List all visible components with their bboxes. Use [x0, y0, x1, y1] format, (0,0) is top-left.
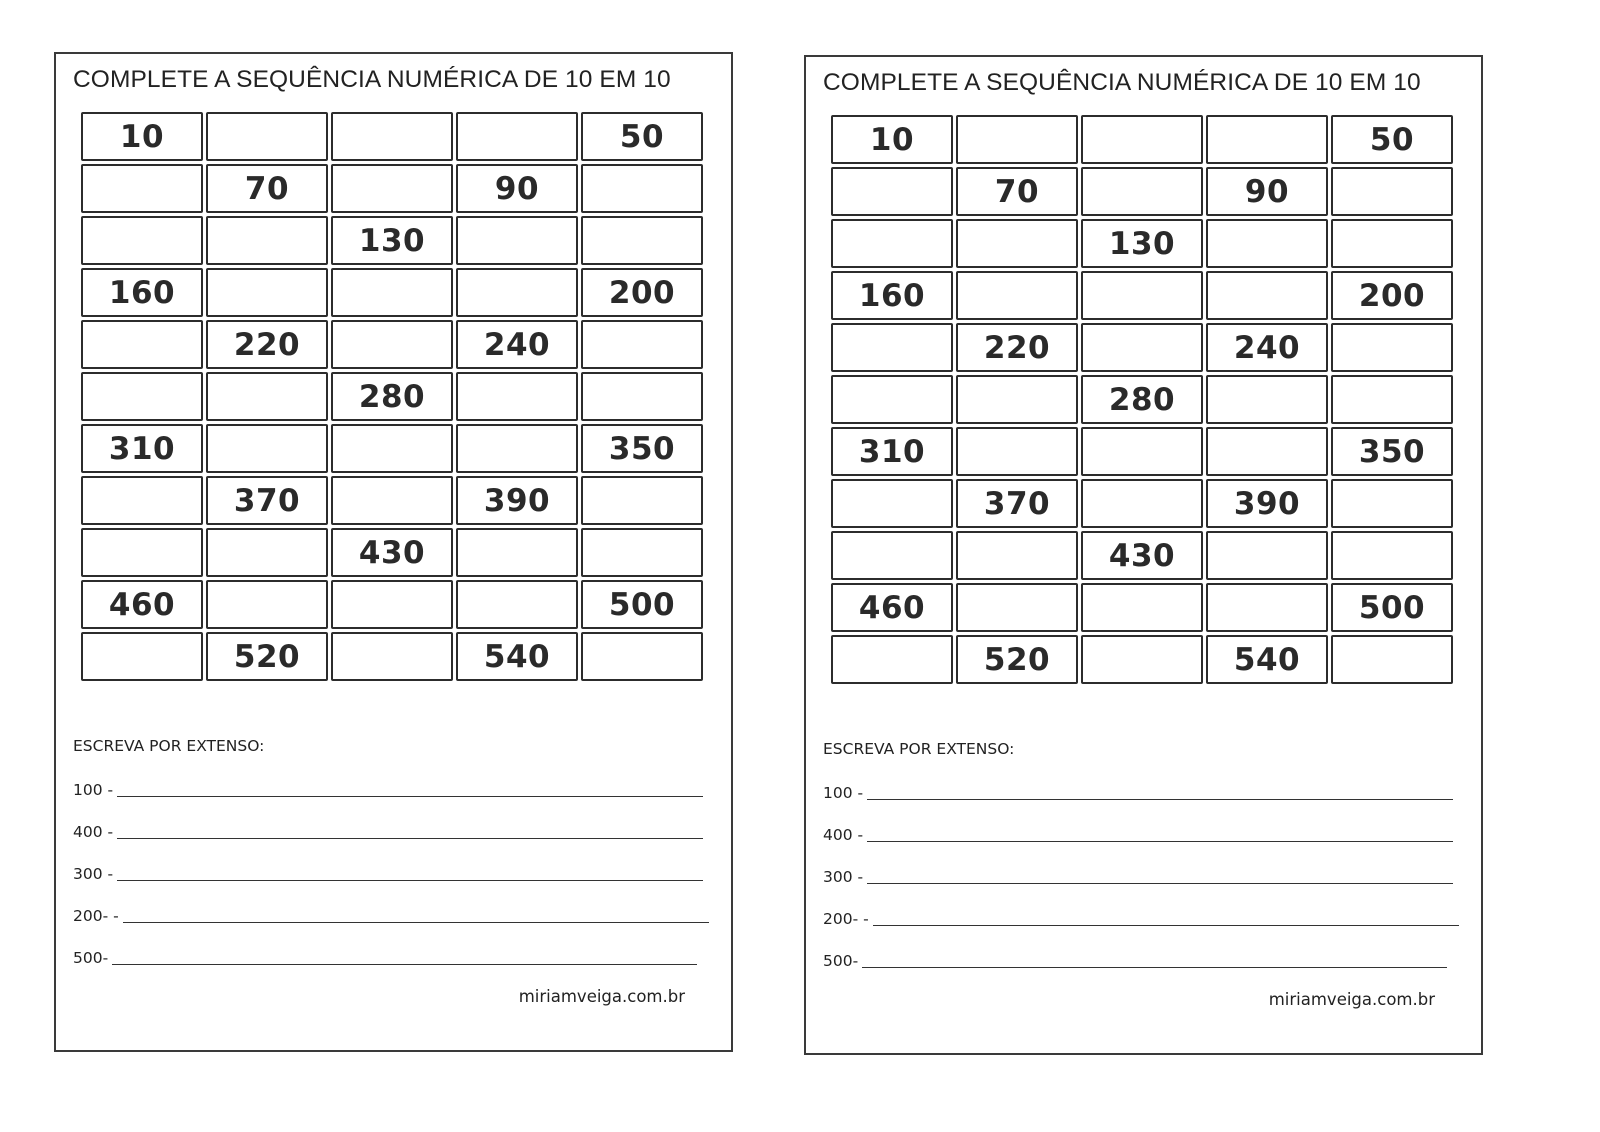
grid-cell: 350 — [1331, 427, 1453, 476]
grid-cell: 370 — [206, 476, 328, 525]
grid-cell: 90 — [456, 164, 578, 213]
grid-cell — [1206, 115, 1328, 164]
grid-cell — [831, 323, 953, 372]
grid-cell — [1206, 271, 1328, 320]
write-line — [73, 859, 703, 883]
write-line — [73, 943, 697, 967]
grid-cell — [331, 476, 453, 525]
answer-line — [123, 908, 709, 923]
grid-cell — [1331, 375, 1453, 424]
grid-cell: 520 — [206, 632, 328, 681]
grid-cell — [456, 216, 578, 265]
grid-cell: 90 — [1206, 167, 1328, 216]
grid-cell: 240 — [1206, 323, 1328, 372]
grid-cell — [206, 216, 328, 265]
grid-cell: 430 — [1081, 531, 1203, 580]
grid-cell — [956, 219, 1078, 268]
grid-cell: 310 — [81, 424, 203, 473]
grid-cell — [81, 632, 203, 681]
grid-cell — [831, 375, 953, 424]
grid-cell — [81, 320, 203, 369]
grid-cell — [331, 424, 453, 473]
grid-cell: 70 — [206, 164, 328, 213]
answer-line — [112, 950, 697, 965]
number-grid — [81, 112, 703, 681]
grid-cell: 390 — [456, 476, 578, 525]
grid-cell — [331, 320, 453, 369]
grid-cell: 240 — [456, 320, 578, 369]
grid-cell: 200 — [1331, 271, 1453, 320]
grid-cell: 280 — [1081, 375, 1203, 424]
grid-cell: 540 — [1206, 635, 1328, 684]
grid-cell — [956, 427, 1078, 476]
grid-cell: 430 — [331, 528, 453, 577]
grid-cell — [1331, 219, 1453, 268]
website-credit: miriamveiga.com.br — [1268, 990, 1435, 1009]
grid-cell — [206, 528, 328, 577]
grid-cell — [1081, 271, 1203, 320]
grid-cell — [581, 476, 703, 525]
grid-cell: 50 — [581, 112, 703, 161]
write-line-label: 500- — [823, 952, 859, 970]
grid-cell: 220 — [956, 323, 1078, 372]
grid-cell — [1081, 323, 1203, 372]
grid-cell: 390 — [1206, 479, 1328, 528]
grid-cell: 540 — [456, 632, 578, 681]
grid-cell — [456, 424, 578, 473]
grid-cell — [331, 580, 453, 629]
grid-cell — [831, 219, 953, 268]
grid-cell — [956, 583, 1078, 632]
grid-cell: 130 — [1081, 219, 1203, 268]
write-line — [823, 862, 1453, 886]
grid-cell — [1081, 479, 1203, 528]
grid-cell — [331, 632, 453, 681]
grid-cell — [206, 268, 328, 317]
grid-cell: 220 — [206, 320, 328, 369]
grid-cell — [1081, 427, 1203, 476]
grid-cell: 50 — [1331, 115, 1453, 164]
answer-line — [867, 785, 1453, 800]
grid-cell — [81, 476, 203, 525]
write-line-label: 100 - — [73, 781, 114, 799]
answer-line — [873, 911, 1459, 926]
grid-cell — [331, 164, 453, 213]
grid-cell: 160 — [81, 268, 203, 317]
worksheet-left — [54, 52, 733, 1052]
grid-cell — [956, 531, 1078, 580]
write-line — [73, 817, 703, 841]
grid-cell — [1206, 375, 1328, 424]
grid-cell: 520 — [956, 635, 1078, 684]
write-in-words-heading: ESCREVA POR EXTENSO: — [823, 740, 1015, 758]
grid-cell: 280 — [331, 372, 453, 421]
write-line-label: 200- - — [823, 910, 869, 928]
grid-cell — [456, 580, 578, 629]
grid-cell — [1081, 635, 1203, 684]
grid-cell — [1331, 531, 1453, 580]
grid-cell: 350 — [581, 424, 703, 473]
grid-cell — [1331, 479, 1453, 528]
answer-line — [117, 782, 703, 797]
grid-cell — [831, 167, 953, 216]
grid-cell — [456, 268, 578, 317]
grid-cell — [1081, 167, 1203, 216]
grid-cell — [1331, 635, 1453, 684]
answer-line — [862, 953, 1447, 968]
write-line-label: 500- — [73, 949, 109, 967]
write-line — [823, 778, 1453, 802]
grid-cell — [831, 635, 953, 684]
write-line-label: 400 - — [823, 826, 864, 844]
write-line-label: 100 - — [823, 784, 864, 802]
write-line — [823, 820, 1453, 844]
write-line-label: 400 - — [73, 823, 114, 841]
write-line — [73, 775, 703, 799]
grid-cell: 10 — [831, 115, 953, 164]
write-line-label: 300 - — [73, 865, 114, 883]
grid-cell — [581, 372, 703, 421]
grid-cell: 500 — [581, 580, 703, 629]
grid-cell — [1206, 531, 1328, 580]
number-grid — [831, 115, 1453, 684]
grid-cell — [831, 479, 953, 528]
answer-line — [117, 866, 703, 881]
grid-cell: 160 — [831, 271, 953, 320]
grid-cell — [1206, 583, 1328, 632]
grid-cell — [1206, 219, 1328, 268]
grid-cell — [581, 164, 703, 213]
grid-cell: 370 — [956, 479, 1078, 528]
grid-cell: 130 — [331, 216, 453, 265]
grid-cell — [331, 112, 453, 161]
answer-line — [117, 824, 703, 839]
grid-cell — [81, 372, 203, 421]
grid-cell — [456, 528, 578, 577]
grid-cell — [581, 320, 703, 369]
worksheet-right — [804, 55, 1483, 1055]
write-line — [73, 901, 709, 925]
grid-cell — [956, 375, 1078, 424]
grid-cell — [206, 372, 328, 421]
grid-cell — [206, 424, 328, 473]
grid-cell — [581, 216, 703, 265]
grid-cell: 70 — [956, 167, 1078, 216]
write-line — [823, 904, 1459, 928]
grid-cell — [956, 271, 1078, 320]
grid-cell: 500 — [1331, 583, 1453, 632]
write-line-label: 300 - — [823, 868, 864, 886]
grid-cell — [1206, 427, 1328, 476]
worksheet-title: COMPLETE A SEQUÊNCIA NUMÉRICA DE 10 EM 10 — [73, 66, 671, 93]
write-line — [823, 946, 1447, 970]
grid-cell: 460 — [831, 583, 953, 632]
grid-cell — [1331, 323, 1453, 372]
grid-cell — [1081, 583, 1203, 632]
answer-line — [867, 827, 1453, 842]
worksheet-title: COMPLETE A SEQUÊNCIA NUMÉRICA DE 10 EM 10 — [823, 69, 1421, 96]
grid-cell — [581, 632, 703, 681]
grid-cell — [456, 372, 578, 421]
grid-cell: 310 — [831, 427, 953, 476]
grid-cell — [206, 112, 328, 161]
grid-cell — [81, 528, 203, 577]
grid-cell: 10 — [81, 112, 203, 161]
grid-cell — [1081, 115, 1203, 164]
grid-cell — [581, 528, 703, 577]
grid-cell: 200 — [581, 268, 703, 317]
grid-cell — [331, 268, 453, 317]
grid-cell — [206, 580, 328, 629]
grid-cell — [956, 115, 1078, 164]
write-line-label: 200- - — [73, 907, 119, 925]
grid-cell — [1331, 167, 1453, 216]
grid-cell — [81, 216, 203, 265]
website-credit: miriamveiga.com.br — [518, 987, 685, 1006]
grid-cell: 460 — [81, 580, 203, 629]
write-in-words-heading: ESCREVA POR EXTENSO: — [73, 737, 265, 755]
grid-cell — [456, 112, 578, 161]
grid-cell — [81, 164, 203, 213]
answer-line — [867, 869, 1453, 884]
grid-cell — [831, 531, 953, 580]
